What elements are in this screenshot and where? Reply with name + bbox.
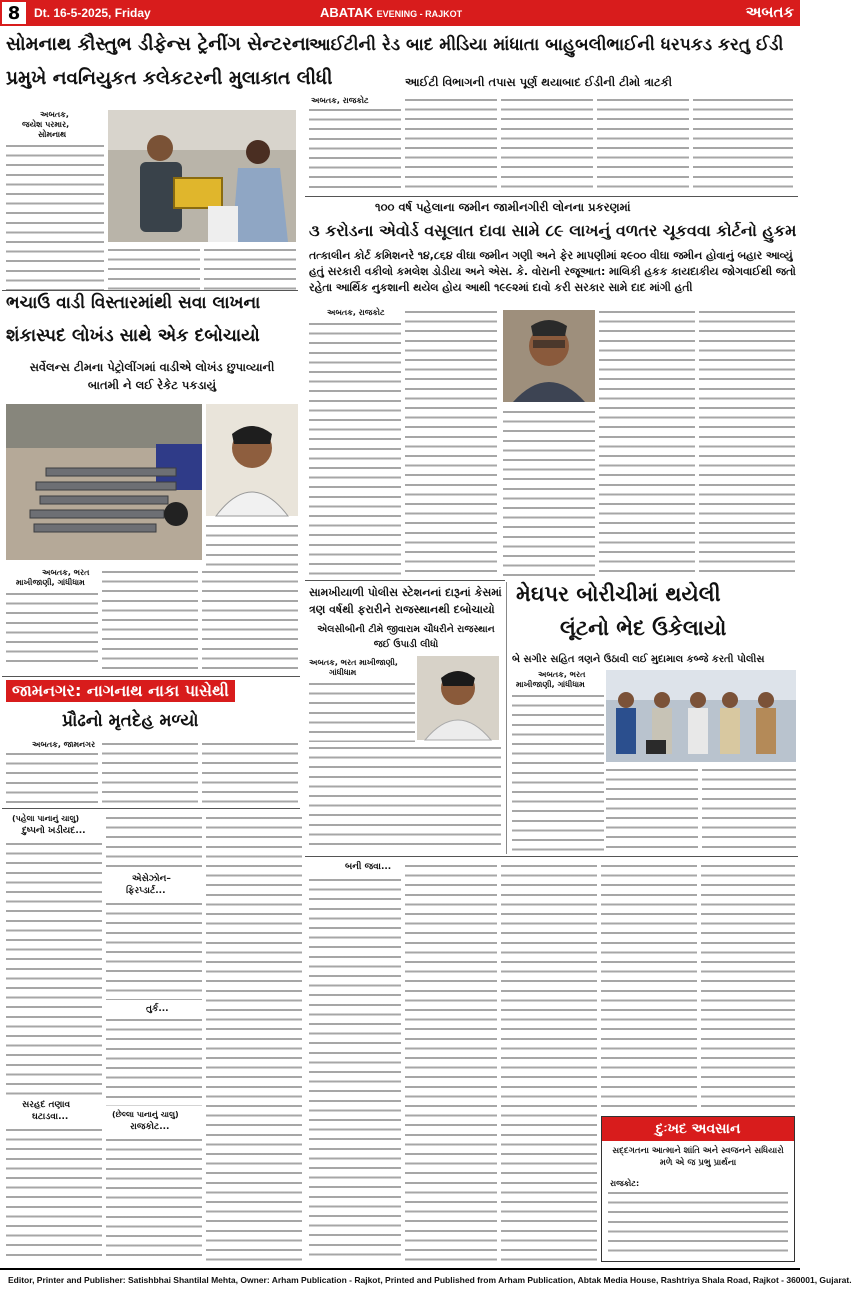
bhachau-col-3 (202, 568, 298, 670)
continued-top-rule (2, 808, 300, 809)
obituary-box (601, 1116, 795, 1262)
meghpar-dateline: અબતક, ભરત (538, 670, 586, 679)
land-kicker: ૧૦૦ વર્ષ પહેલાના જમીન જામીનગીરી લોનના પ્રકરણમાં (375, 200, 631, 214)
accused-portrait-figure (206, 404, 298, 516)
bottom-col-4 (601, 862, 697, 1112)
bottom-middle-block (305, 858, 798, 1266)
bottom-col-2 (405, 862, 497, 1262)
obituary-subtitle: સદ્દગતના આત્માને શાંતિ અને સ્વજનને સધિયારો મળે એ જ પ્રભુ પ્રાર્થના (612, 1146, 784, 1169)
samakhiyali-place: ગાંધીધામ (329, 668, 357, 677)
ed-subhead: આઈટી વિભાગની તપાસ પૂર્ણ થયાબાદ ઈડીની ટીમો ત્રાટકી (405, 75, 673, 89)
ed-bottom-rule (305, 196, 798, 197)
ed-col-2 (405, 96, 497, 190)
continued-col-2a (106, 814, 202, 870)
jamnagar-headline-1: જામનગર: નાગનાથ નાકા પાસેથી (6, 680, 235, 702)
masthead-bar (0, 0, 800, 26)
continued-col-2c (106, 1016, 202, 1106)
samakhiyali-body-lines (309, 744, 501, 852)
bhachau-top-rule (2, 290, 298, 291)
bhachau-dateline: અબતક, ભરત (42, 568, 90, 577)
somnath-caption-lines-1 (108, 246, 200, 290)
iron-stack-photo (6, 404, 202, 560)
continued-section (2, 810, 302, 1266)
ed-col-3 (501, 96, 593, 190)
continued-title-8: બની જવા... (345, 862, 392, 872)
obituary-lead: રાજકોટ: (610, 1179, 640, 1188)
continued-col-2d (106, 1136, 202, 1262)
samakhiyali-top-rule (305, 580, 505, 581)
continued-title-6: સરહદ તણાવ (22, 1100, 71, 1110)
jamnagar-col-3 (202, 740, 298, 806)
samakhiyali-intro-lines (309, 680, 415, 742)
meghpar-subhead: બે સગીર સહિત ત્રણને ઉઠાવી લઈ મુદામાલ કબ્જે કરતી પોલીસ (512, 654, 765, 665)
samakhiyali-portrait-figure (417, 656, 499, 740)
somnath-body-text (6, 142, 104, 290)
meghpar-divider (506, 582, 507, 854)
land-col-1 (309, 320, 401, 576)
bhachau-col-2 (102, 568, 198, 670)
paper-name (320, 5, 462, 20)
bhachau-headline-2: શંકાસ્પદ લોખંડ સાથે એક દબોચાયો (6, 326, 260, 346)
obituary-body-lines (608, 1189, 788, 1259)
samakhiyali-accused-photo (417, 656, 499, 740)
continued-label-2: (છેલ્લા પાનાનું ચાલુ) (112, 1110, 179, 1119)
land-portrait-photo (503, 310, 595, 402)
samakhiyali-subhead: એલસીબીની ટીમે જીવારામ ચૌધરીને રાજસ્થાન જઈ ઉપાડી લીધો (317, 624, 495, 650)
meghpar-col-1 (512, 692, 604, 852)
page-number: 8 (0, 0, 28, 26)
somnath-headline-2: પ્રમુખે નવનિયુકત કલેકટરની મુલાકાત લીધી (6, 68, 333, 89)
samakhiyali-story (305, 582, 505, 854)
bottom-col-3 (501, 862, 597, 1262)
jamnagar-col-1 (6, 750, 98, 806)
meghpar-story (508, 582, 798, 854)
obituary-title: દુઃખદ અવસાન (602, 1117, 794, 1141)
continued-title-2: રાજકોટ... (130, 1122, 170, 1132)
continued-title-3: એસેઝોન– (132, 874, 171, 884)
land-headline: ૩ કરોડના એવોર્ડ વસૂલાત દાવા સામે ૮૯ લાખનું વળતર ચૂકવવા કોર્ટનો હુકમ (309, 221, 797, 240)
somnath-story (2, 30, 333, 295)
somnath-dateline: અબતક, (40, 110, 69, 119)
land-col-3 (503, 408, 595, 576)
continued-title-4: ફિરપ્ડાર્ટ... (126, 886, 166, 896)
samakhiyali-dateline: અબતક, ભરત માખીજાણી, (309, 658, 398, 667)
imprint-footer: Editor, Printer and Publisher: Satishbhai Shantilal Mehta, Owner: Arham Publication - Rajkot, Printed and Published from Arham Publication, Abtak Media House, Rashtriya Shala Road, Rajkot - 360001, Gujarat. (0, 1268, 800, 1290)
samakhiyali-headline: સામખીયાળી પોલીસ સ્ટેશનનાં દારૂનાં કેસમાં ત્રણ વર્ષથી ફરારીને રાજસ્થાનથી દબોચાયો (309, 586, 502, 616)
accused-portrait-photo (206, 404, 298, 516)
ed-story (305, 30, 798, 195)
somnath-headline-1: સોમનાથ કૌસ્તુભ ડીફેન્સ ટ્રેનીંગ સેન્ટરના (6, 34, 311, 55)
bhachau-caption-lines (206, 522, 298, 566)
continued-label-1: (પહેલા પાનાનું ચાલુ) (12, 814, 80, 823)
land-deck: તત્કાલીન કોર્ટ કમિશનરે ૧૪,૮૬૪ વીઘા જમીન ગણી અને ફેર માપણીમાં ૨૯૦૦ વીઘા જમીન હોવાનું બહાર આવ્યું હતું સરકારી વકીલો કમલેશ ડોડીયા અને એસ. કે. વોરાની રજૂઆત: માલિકી હકક કાયદાકીય જોગવાઈથી જતો રહેતા આર્થિક નુકશાની થયેલ હોય આથી ૧૯૯૨માં દાવો કરી સરકાર સામે દાદ માંગી હતી (309, 249, 796, 294)
meghpar-headline-1: મેઘપર બોરીચીમાં થયેલી (516, 582, 721, 606)
land-col-5 (699, 308, 795, 576)
somnath-caption-lines-2 (204, 246, 296, 290)
paper-title: ABATAK (320, 5, 373, 20)
continued-title-5: તુર્ક... (146, 1004, 169, 1014)
police-group-figure (606, 670, 796, 762)
ed-dateline: અબતક, રાજકોટ (311, 96, 369, 105)
bottom-col-1 (309, 876, 401, 1262)
meeting-photo-figures (108, 110, 296, 242)
land-story (305, 198, 798, 580)
land-col-2 (405, 308, 497, 576)
land-portrait-figure (503, 310, 595, 402)
iron-stack-figure (6, 404, 202, 560)
meghpar-col-2 (606, 766, 698, 852)
bhachau-place: માખીજાણી, ગાંધીધામ (16, 578, 85, 587)
edition-label: EVENING - RAJKOT (376, 9, 463, 19)
ed-col-1 (309, 106, 401, 190)
land-dateline: અબતક, રાજકોટ (327, 308, 385, 317)
bottom-middle-rule (305, 856, 798, 857)
ed-col-4 (597, 96, 689, 190)
continued-col-3 (206, 814, 302, 1262)
abtak-logo: અબતક (745, 3, 794, 21)
ed-col-5 (693, 96, 793, 190)
date-line: Dt. 16-5-2025, Friday (34, 6, 151, 20)
continued-col-1a (6, 840, 102, 1096)
meghpar-headline-2: લૂંટનો ભેદ ઉકેલાયો (560, 616, 727, 640)
jamnagar-story (2, 678, 300, 808)
bhachau-subhead: સર્વેલન્સ ટીમના પેટ્રોલીંગમાં વાડીએ લોખંડ છુપાવ્યાની બાતમી ને લઈ રેકેટ પકડાયું (29, 360, 275, 392)
somnath-meeting-photo (108, 110, 296, 242)
jamnagar-dateline: અબતક, જામનગર (32, 740, 96, 749)
jamnagar-col-2 (102, 740, 198, 806)
bhachau-col-1 (6, 590, 98, 670)
jamnagar-headline-2: પ્રૌઢનો મૃતદેહ મળ્યો (62, 711, 199, 731)
meghpar-col-3 (702, 766, 796, 852)
bhachau-headline-1: ભચાઉ વાડી વિસ્તારમાંથી સવા લાખના (6, 293, 261, 313)
somnath-reporter: જયેશ પરમાર, (22, 120, 70, 129)
continued-title-1: દુષ્પનો ખડીયદ... (22, 826, 86, 836)
continued-col-1b (6, 1126, 102, 1262)
bhachau-story (2, 292, 300, 676)
somnath-place: સોમનાથ (38, 130, 67, 139)
ed-headline: આઈટીની રેડ બાદ મીડિયા માંધાતા બાહુબલીભાઈની ધરપકડ કરતુ ઈડી (309, 35, 784, 55)
meghpar-police-photo (606, 670, 796, 762)
bottom-col-5 (701, 862, 795, 1112)
jamnagar-top-rule (2, 676, 300, 677)
continued-title-7: ઘટાડવા... (32, 1112, 69, 1122)
meghpar-place: માખીજાણી, ગાંધીધામ (516, 680, 585, 689)
land-col-4 (599, 308, 695, 576)
continued-col-2b (106, 900, 202, 1000)
